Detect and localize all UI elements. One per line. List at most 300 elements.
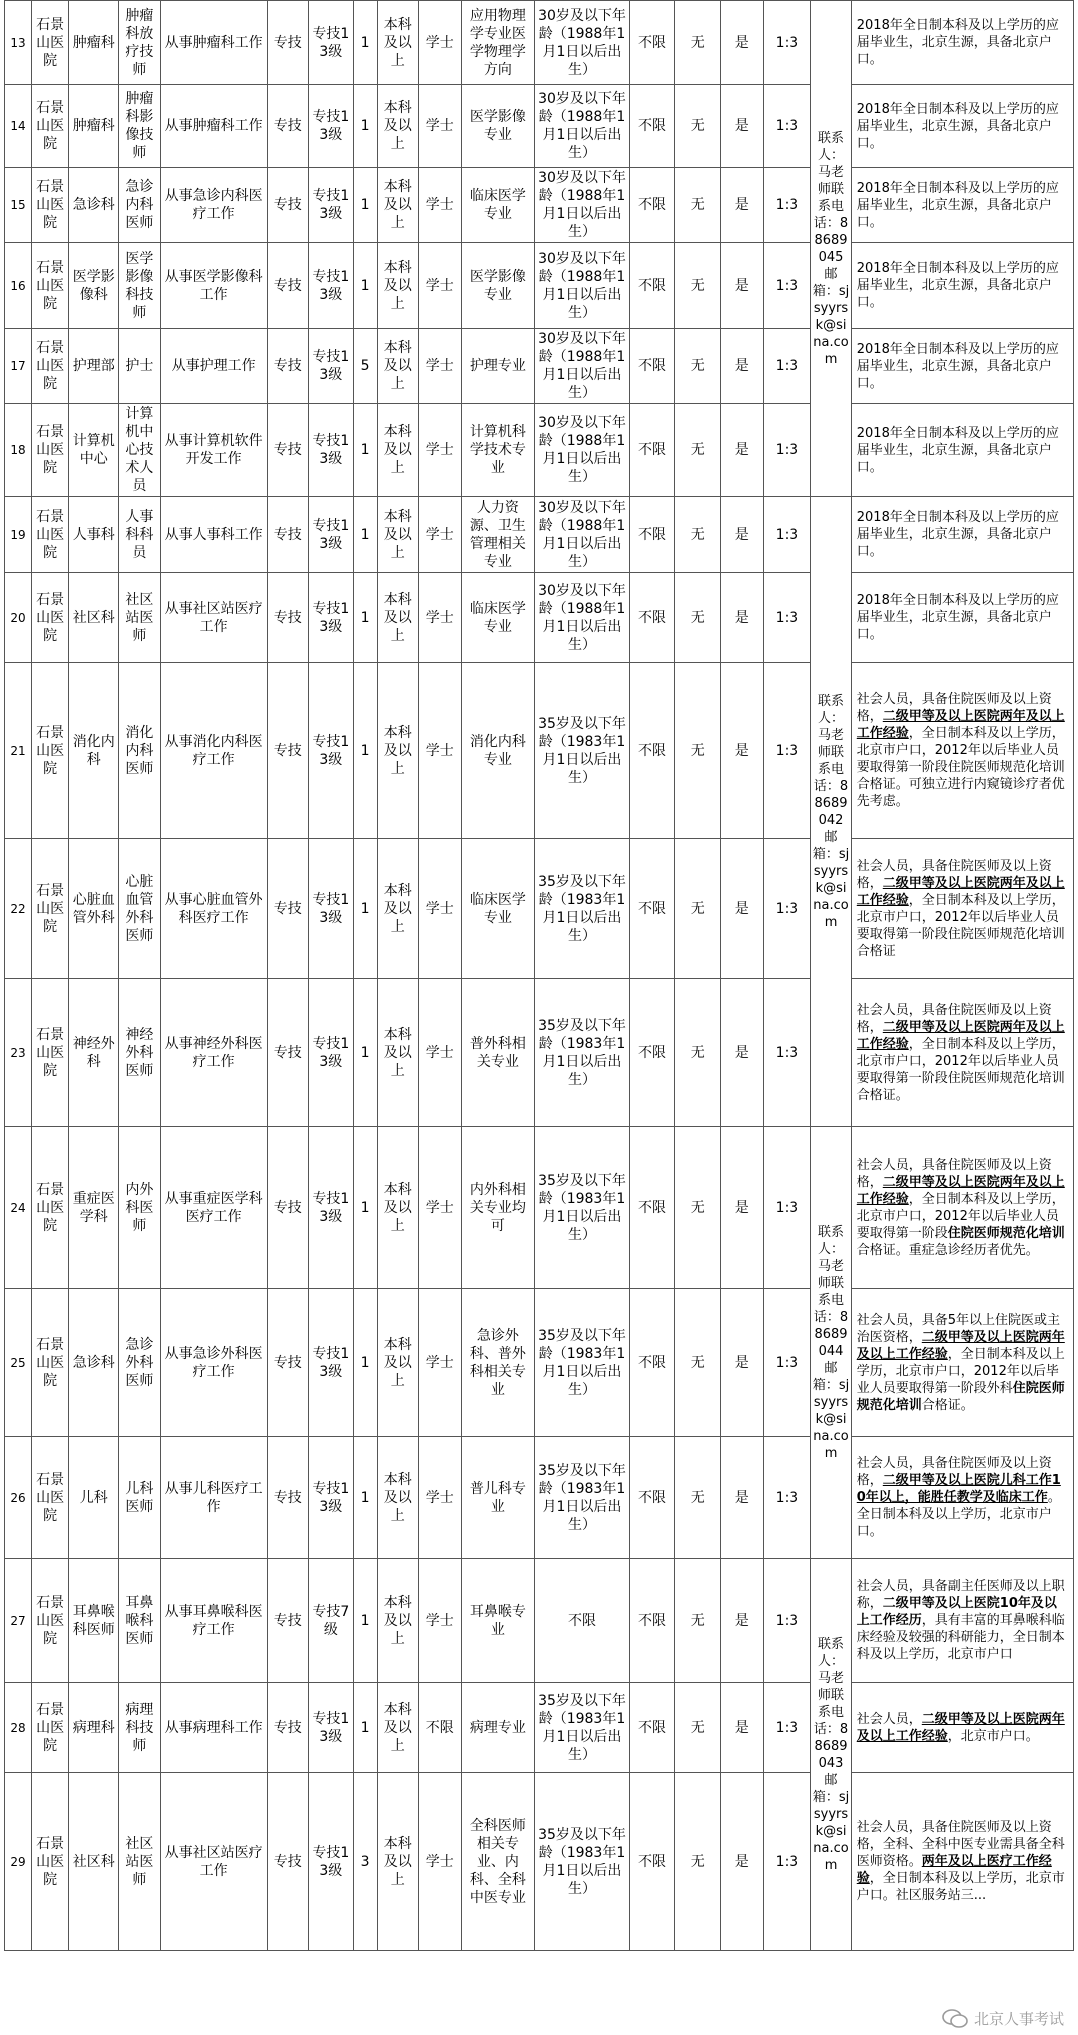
- level-cell: 专技13级: [309, 979, 354, 1127]
- requirement-text: ，具有丰富的耳鼻喉科临床经验及较强的科研能力，全日制本科及以上学历，北京市户口: [856, 1613, 1065, 1662]
- duty-cell: 从事神经外科医疗工作: [160, 979, 267, 1127]
- requirement-text: 2018年全日制本科及以上学历的应届毕业生，北京生源，具备北京户口。: [856, 510, 1059, 559]
- requirement-cell: [851, 1127, 1073, 1289]
- position-cell: 肿瘤科影像技师: [119, 85, 161, 168]
- contact-cell: 联系人：马老师联系电话：88689044邮箱：sjsyyrsk@sina.com: [811, 1127, 851, 1559]
- experience-cell: 无: [675, 329, 721, 404]
- table-body: [5, 1, 1074, 1951]
- employer-cell: 石景山医院: [31, 573, 68, 663]
- experience-cell: 无: [675, 1773, 721, 1951]
- requirement-text: 社会人员，具备副主任医师及以上职称，: [856, 1579, 1065, 1611]
- table-row: [5, 1773, 1074, 1951]
- table-row: [5, 1683, 1074, 1773]
- requirement-cell: [851, 1437, 1073, 1559]
- department-cell: 肿瘤科: [69, 1, 119, 85]
- age-cell: 30岁及以下年龄（1988年1月1日以后出生）: [535, 404, 629, 497]
- requirement-text: ，北京市户口。: [947, 1728, 1039, 1744]
- duty-cell: 从事社区站医疗工作: [160, 573, 267, 663]
- position-cell: 社区站医师: [119, 573, 161, 663]
- requirement-text: 二级甲等及以上医院两年及以上工作经验: [856, 1019, 1065, 1052]
- degree-cell: 学士: [419, 404, 462, 497]
- education-cell: 本科及以上: [377, 839, 419, 979]
- table-row: [5, 329, 1074, 404]
- table-row: [5, 1559, 1074, 1683]
- politics-cell: 不限: [629, 1559, 675, 1683]
- major-cell: 人力资源、卫生管理相关专业: [461, 497, 535, 573]
- age-cell: 35岁及以下年龄（1983年1月1日以后出生）: [535, 1773, 629, 1951]
- table-row: [5, 404, 1074, 497]
- duty-cell: 从事心脏血管外科医疗工作: [160, 839, 267, 979]
- degree-cell: 学士: [419, 243, 462, 329]
- experience-cell: 无: [675, 404, 721, 497]
- requirement-text: 二级甲等及以上医院10年及以上工作经历: [856, 1596, 1057, 1628]
- requirement-text: 社会人员，具备住院医师及以上资格，: [856, 1002, 1052, 1035]
- ratio-cell: 1:3: [763, 168, 811, 243]
- employer-cell: 石景山医院: [31, 404, 68, 497]
- requirement-text: ，全日制本科及以上学历，北京市户口，2012年以后毕业人员要取得第一阶段: [856, 1191, 1065, 1241]
- department-cell: 医学影像科: [69, 243, 119, 329]
- position-cell: 社区站医师: [119, 1773, 161, 1951]
- age-cell: 30岁及以下年龄（1988年1月1日以后出生）: [535, 329, 629, 404]
- education-cell: 本科及以上: [377, 663, 419, 839]
- ratio-cell: 1:3: [763, 573, 811, 663]
- requirement-text: 社会人员，具备住院医师及以上资格，全科、全科中医专业需具备全科医师资格。: [856, 1820, 1065, 1869]
- experience-cell: 无: [675, 1127, 721, 1289]
- employer-cell: 石景山医院: [31, 839, 68, 979]
- row-number: 15: [5, 168, 32, 243]
- watermark: [942, 2008, 1064, 2029]
- politics-cell: 不限: [629, 497, 675, 573]
- row-number: 24: [5, 1127, 32, 1289]
- requirement-cell: [851, 1289, 1073, 1437]
- duty-cell: 从事计算机软件开发工作: [160, 404, 267, 497]
- position-cell: 儿科医师: [119, 1437, 161, 1559]
- position-cell: 肿瘤科放疗技师: [119, 1, 161, 85]
- exam-cell: 是: [721, 573, 764, 663]
- duty-cell: 从事儿科医疗工作: [160, 1437, 267, 1559]
- requirement-text: 社会人员，具备住院医师及以上资格，: [856, 1157, 1052, 1190]
- exam-cell: 是: [721, 839, 764, 979]
- row-number: 25: [5, 1289, 32, 1437]
- headcount-cell: 1: [353, 1559, 377, 1683]
- row-number: 29: [5, 1773, 32, 1951]
- education-cell: 本科及以上: [377, 243, 419, 329]
- politics-cell: 不限: [629, 663, 675, 839]
- ratio-cell: 1:3: [763, 497, 811, 573]
- requirement-text: 二级甲等及以上医院两年及以上工作经验: [856, 1329, 1065, 1362]
- contact-cell: 联系人：马老师联系电话：88689042邮箱：sjsyyrsk@sina.com: [811, 497, 851, 1127]
- requirement-text: 社会人员，具备住院医师及以上资格，: [856, 858, 1052, 891]
- department-cell: 急诊科: [69, 168, 119, 243]
- category-cell: 专技: [267, 168, 309, 243]
- category-cell: 专技: [267, 1, 309, 85]
- requirement-cell: [851, 243, 1073, 329]
- education-cell: 本科及以上: [377, 85, 419, 168]
- headcount-cell: 1: [353, 1, 377, 85]
- exam-cell: 是: [721, 168, 764, 243]
- department-cell: 社区科: [69, 573, 119, 663]
- department-cell: 人事科: [69, 497, 119, 573]
- requirement-text: 2018年全日制本科及以上学历的应届毕业生，北京生源，具备北京户口。: [856, 593, 1059, 642]
- level-cell: 专技13级: [309, 168, 354, 243]
- level-cell: 专技13级: [309, 1289, 354, 1437]
- requirement-text: 。全日制本科及以上学历，北京市户口。: [856, 1490, 1061, 1539]
- major-cell: 病理专业: [461, 1683, 535, 1773]
- requirement-text: 2018年全日制本科及以上学历的应届毕业生，北京生源，具备北京户口。: [856, 341, 1059, 391]
- ratio-cell: 1:3: [763, 243, 811, 329]
- exam-cell: 是: [721, 85, 764, 168]
- ratio-cell: 1:3: [763, 1683, 811, 1773]
- category-cell: 专技: [267, 85, 309, 168]
- table-row: [5, 663, 1074, 839]
- requirement-text: ，全日制本科及以上学历，北京市户口，2012年以后毕业人员要取得第一阶段外科: [856, 1346, 1065, 1396]
- employer-cell: 石景山医院: [31, 1773, 68, 1951]
- degree-cell: 学士: [419, 573, 462, 663]
- requirement-text: 社会人员，: [856, 1711, 922, 1727]
- experience-cell: 无: [675, 168, 721, 243]
- position-cell: 内外科医师: [119, 1127, 161, 1289]
- duty-cell: 从事护理工作: [160, 329, 267, 404]
- watermark-text: 北京人事考试: [973, 2010, 1064, 2028]
- age-cell: 35岁及以下年龄（1983年1月1日以后出生）: [535, 1683, 629, 1773]
- wechat-icon: [942, 2009, 968, 2029]
- age-cell: 不限: [535, 1559, 629, 1683]
- headcount-cell: 1: [353, 979, 377, 1127]
- table-row: [5, 85, 1074, 168]
- department-cell: 护理部: [69, 329, 119, 404]
- category-cell: 专技: [267, 1559, 309, 1683]
- duty-cell: 从事病理科工作: [160, 1683, 267, 1773]
- politics-cell: 不限: [629, 243, 675, 329]
- level-cell: 专技13级: [309, 1683, 354, 1773]
- education-cell: 本科及以上: [377, 168, 419, 243]
- headcount-cell: 1: [353, 404, 377, 497]
- education-cell: 本科及以上: [377, 1127, 419, 1289]
- row-number: 23: [5, 979, 32, 1127]
- department-cell: 耳鼻喉科医师: [69, 1559, 119, 1683]
- row-number: 16: [5, 243, 32, 329]
- duty-cell: 从事肿瘤科工作: [160, 85, 267, 168]
- politics-cell: 不限: [629, 1683, 675, 1773]
- ratio-cell: 1:3: [763, 85, 811, 168]
- level-cell: 专技13级: [309, 1127, 354, 1289]
- ratio-cell: 1:3: [763, 404, 811, 497]
- headcount-cell: 5: [353, 329, 377, 404]
- category-cell: 专技: [267, 1773, 309, 1951]
- requirement-text: 合格证。重症急诊经历者优先。: [856, 1242, 1039, 1258]
- exam-cell: 是: [721, 404, 764, 497]
- position-cell: 耳鼻喉科医师: [119, 1559, 161, 1683]
- politics-cell: 不限: [629, 573, 675, 663]
- level-cell: 专技13级: [309, 497, 354, 573]
- major-cell: 医学影像专业: [461, 85, 535, 168]
- age-cell: 35岁及以下年龄（1983年1月1日以后出生）: [535, 1127, 629, 1289]
- age-cell: 35岁及以下年龄（1983年1月1日以后出生）: [535, 979, 629, 1127]
- position-cell: 神经外科医师: [119, 979, 161, 1127]
- age-cell: 30岁及以下年龄（1988年1月1日以后出生）: [535, 243, 629, 329]
- major-cell: 临床医学专业: [461, 839, 535, 979]
- age-cell: 30岁及以下年龄（1988年1月1日以后出生）: [535, 573, 629, 663]
- contact-cell: 联系人：马老师联系电话：88689043邮箱：sjsyyrsk@sina.com: [811, 1559, 851, 1951]
- requirement-text: 社会人员，具备5年以上住院医或主治医资格，: [856, 1312, 1061, 1345]
- requirement-cell: [851, 573, 1073, 663]
- row-number: 27: [5, 1559, 32, 1683]
- requirement-text: 2018年全日制本科及以上学历的应届毕业生，北京生源，具备北京户口。: [856, 425, 1059, 475]
- requirement-text: ，全日制本科及以上学历，北京市户口，2012年以后毕业人员要取得第一阶段住院医师规范化培训合格证: [856, 892, 1065, 959]
- experience-cell: 无: [675, 497, 721, 573]
- education-cell: 本科及以上: [377, 1, 419, 85]
- exam-cell: 是: [721, 1, 764, 85]
- experience-cell: 无: [675, 1437, 721, 1559]
- major-cell: 普外科相关专业: [461, 979, 535, 1127]
- category-cell: 专技: [267, 329, 309, 404]
- employer-cell: 石景山医院: [31, 1289, 68, 1437]
- employer-cell: 石景山医院: [31, 1437, 68, 1559]
- department-cell: 社区科: [69, 1773, 119, 1951]
- politics-cell: 不限: [629, 1773, 675, 1951]
- requirement-text: 二级甲等及以上医院两年及以上工作经验: [856, 1711, 1065, 1744]
- headcount-cell: 1: [353, 243, 377, 329]
- headcount-cell: 1: [353, 1437, 377, 1559]
- requirement-text: 2018年全日制本科及以上学历的应届毕业生，北京生源，具备北京户口。: [856, 18, 1059, 67]
- education-cell: 本科及以上: [377, 1683, 419, 1773]
- degree-cell: 学士: [419, 329, 462, 404]
- table-row: [5, 497, 1074, 573]
- major-cell: 护理专业: [461, 329, 535, 404]
- requirement-cell: [851, 663, 1073, 839]
- requirement-text: ，全日制本科及以上学历，北京市户口。社区服务站三...: [856, 1871, 1065, 1903]
- employer-cell: 石景山医院: [31, 168, 68, 243]
- ratio-cell: 1:3: [763, 1437, 811, 1559]
- category-cell: 专技: [267, 404, 309, 497]
- politics-cell: 不限: [629, 168, 675, 243]
- requirement-cell: [851, 1773, 1073, 1951]
- exam-cell: 是: [721, 1437, 764, 1559]
- age-cell: 35岁及以下年龄（1983年1月1日以后出生）: [535, 839, 629, 979]
- level-cell: 专技13级: [309, 1773, 354, 1951]
- level-cell: 专技7级: [309, 1559, 354, 1683]
- degree-cell: 学士: [419, 1127, 462, 1289]
- position-cell: 急诊外科医师: [119, 1289, 161, 1437]
- exam-cell: 是: [721, 663, 764, 839]
- requirement-text: 两年及以上医疗工作经验: [856, 1854, 1052, 1886]
- table-row: [5, 1289, 1074, 1437]
- requirement-text: 二级甲等及以上医院两年及以上工作经验: [856, 1174, 1065, 1207]
- age-cell: 30岁及以下年龄（1988年1月1日以后出生）: [535, 168, 629, 243]
- duty-cell: 从事急诊内科医疗工作: [160, 168, 267, 243]
- position-cell: 计算机中心技术人员: [119, 404, 161, 497]
- requirement-cell: [851, 168, 1073, 243]
- major-cell: 内外科相关专业均可: [461, 1127, 535, 1289]
- category-cell: 专技: [267, 1127, 309, 1289]
- department-cell: 神经外科: [69, 979, 119, 1127]
- headcount-cell: 1: [353, 663, 377, 839]
- employer-cell: 石景山医院: [31, 243, 68, 329]
- major-cell: 医学影像专业: [461, 243, 535, 329]
- category-cell: 专技: [267, 663, 309, 839]
- ratio-cell: 1:3: [763, 1559, 811, 1683]
- degree-cell: 学士: [419, 1289, 462, 1437]
- table-row: [5, 1437, 1074, 1559]
- degree-cell: 学士: [419, 85, 462, 168]
- ratio-cell: 1:3: [763, 839, 811, 979]
- politics-cell: 不限: [629, 1127, 675, 1289]
- position-cell: 急诊内科医师: [119, 168, 161, 243]
- politics-cell: 不限: [629, 1437, 675, 1559]
- position-cell: 护士: [119, 329, 161, 404]
- category-cell: 专技: [267, 1289, 309, 1437]
- category-cell: 专技: [267, 839, 309, 979]
- employer-cell: 石景山医院: [31, 663, 68, 839]
- politics-cell: 不限: [629, 1289, 675, 1437]
- recruitment-table: [4, 0, 1074, 1951]
- level-cell: 专技13级: [309, 1, 354, 85]
- age-cell: 35岁及以下年龄（1983年1月1日以后出生）: [535, 1437, 629, 1559]
- education-cell: 本科及以上: [377, 497, 419, 573]
- major-cell: 普儿科专业: [461, 1437, 535, 1559]
- age-cell: 35岁及以下年龄（1983年1月1日以后出生）: [535, 663, 629, 839]
- degree-cell: 不限: [419, 1683, 462, 1773]
- politics-cell: 不限: [629, 85, 675, 168]
- education-cell: 本科及以上: [377, 1289, 419, 1437]
- category-cell: 专技: [267, 573, 309, 663]
- position-cell: 病理科技师: [119, 1683, 161, 1773]
- department-cell: 计算机中心: [69, 404, 119, 497]
- major-cell: 临床医学专业: [461, 573, 535, 663]
- experience-cell: 无: [675, 1559, 721, 1683]
- experience-cell: 无: [675, 663, 721, 839]
- department-cell: 急诊科: [69, 1289, 119, 1437]
- degree-cell: 学士: [419, 497, 462, 573]
- exam-cell: 是: [721, 1559, 764, 1683]
- experience-cell: 无: [675, 979, 721, 1127]
- requirement-cell: [851, 839, 1073, 979]
- row-number: 19: [5, 497, 32, 573]
- ratio-cell: 1:3: [763, 1289, 811, 1437]
- category-cell: 专技: [267, 1683, 309, 1773]
- requirement-cell: [851, 979, 1073, 1127]
- row-number: 14: [5, 85, 32, 168]
- duty-cell: 从事医学影像科工作: [160, 243, 267, 329]
- experience-cell: 无: [675, 573, 721, 663]
- position-cell: 人事科科员: [119, 497, 161, 573]
- category-cell: 专技: [267, 979, 309, 1127]
- ratio-cell: 1:3: [763, 1127, 811, 1289]
- age-cell: 30岁及以下年龄（1988年1月1日以后出生）: [535, 1, 629, 85]
- level-cell: 专技13级: [309, 573, 354, 663]
- experience-cell: 无: [675, 243, 721, 329]
- requirement-text: 二级甲等及以上医院儿科工作10年以上，能胜任教学及临床工作: [856, 1473, 1061, 1505]
- experience-cell: 无: [675, 1, 721, 85]
- ratio-cell: 1:3: [763, 663, 811, 839]
- degree-cell: 学士: [419, 1, 462, 85]
- employer-cell: 石景山医院: [31, 979, 68, 1127]
- table-row: [5, 1127, 1074, 1289]
- employer-cell: 石景山医院: [31, 329, 68, 404]
- exam-cell: 是: [721, 1683, 764, 1773]
- experience-cell: 无: [675, 85, 721, 168]
- experience-cell: 无: [675, 839, 721, 979]
- major-cell: 全科医师相关专业、内科、全科中医专业: [461, 1773, 535, 1951]
- duty-cell: 从事急诊外科医疗工作: [160, 1289, 267, 1437]
- row-number: 13: [5, 1, 32, 85]
- degree-cell: 学士: [419, 663, 462, 839]
- department-cell: 心脏血管外科: [69, 839, 119, 979]
- requirement-text: 二级甲等及以上医院两年及以上工作经验: [856, 875, 1065, 908]
- table-row: [5, 573, 1074, 663]
- politics-cell: 不限: [629, 404, 675, 497]
- degree-cell: 学士: [419, 1437, 462, 1559]
- requirement-text: 二级甲等及以上医院两年及以上工作经验: [856, 709, 1065, 741]
- level-cell: 专技13级: [309, 404, 354, 497]
- row-number: 17: [5, 329, 32, 404]
- row-number: 18: [5, 404, 32, 497]
- requirement-cell: [851, 404, 1073, 497]
- age-cell: 30岁及以下年龄（1988年1月1日以后出生）: [535, 85, 629, 168]
- requirement-text: 2018年全日制本科及以上学历的应届毕业生，北京生源，具备北京户口。: [856, 101, 1059, 151]
- headcount-cell: 1: [353, 573, 377, 663]
- duty-cell: 从事耳鼻喉科医疗工作: [160, 1559, 267, 1683]
- degree-cell: 学士: [419, 168, 462, 243]
- ratio-cell: 1:3: [763, 979, 811, 1127]
- headcount-cell: 1: [353, 168, 377, 243]
- requirement-text: 住院医师规范化培训: [947, 1225, 1065, 1241]
- degree-cell: 学士: [419, 979, 462, 1127]
- position-cell: 医学影像科技师: [119, 243, 161, 329]
- politics-cell: 不限: [629, 839, 675, 979]
- headcount-cell: 1: [353, 1127, 377, 1289]
- experience-cell: 无: [675, 1289, 721, 1437]
- level-cell: 专技13级: [309, 1437, 354, 1559]
- employer-cell: 石景山医院: [31, 497, 68, 573]
- ratio-cell: 1:3: [763, 1, 811, 85]
- department-cell: 病理科: [69, 1683, 119, 1773]
- education-cell: 本科及以上: [377, 979, 419, 1127]
- row-number: 26: [5, 1437, 32, 1559]
- degree-cell: 学士: [419, 839, 462, 979]
- table-row: [5, 168, 1074, 243]
- duty-cell: 从事社区站医疗工作: [160, 1773, 267, 1951]
- exam-cell: 是: [721, 1127, 764, 1289]
- requirement-text: 合格证。: [921, 1397, 974, 1413]
- position-cell: 消化内科医师: [119, 663, 161, 839]
- age-cell: 30岁及以下年龄（1988年1月1日以后出生）: [535, 497, 629, 573]
- education-cell: 本科及以上: [377, 404, 419, 497]
- education-cell: 本科及以上: [377, 1773, 419, 1951]
- level-cell: 专技13级: [309, 839, 354, 979]
- employer-cell: 石景山医院: [31, 85, 68, 168]
- degree-cell: 学士: [419, 1773, 462, 1951]
- duty-cell: 从事重症医学科医疗工作: [160, 1127, 267, 1289]
- ratio-cell: 1:3: [763, 1773, 811, 1951]
- exam-cell: 是: [721, 497, 764, 573]
- major-cell: 计算机科学技术专业: [461, 404, 535, 497]
- duty-cell: 从事消化内科医疗工作: [160, 663, 267, 839]
- level-cell: 专技13级: [309, 663, 354, 839]
- level-cell: 专技13级: [309, 243, 354, 329]
- category-cell: 专技: [267, 243, 309, 329]
- education-cell: 本科及以上: [377, 329, 419, 404]
- table-row: [5, 243, 1074, 329]
- education-cell: 本科及以上: [377, 573, 419, 663]
- requirement-text: 2018年全日制本科及以上学历的应届毕业生，北京生源，具备北京户口。: [856, 261, 1059, 310]
- row-number: 21: [5, 663, 32, 839]
- row-number: 22: [5, 839, 32, 979]
- requirement-text: 社会人员，具备住院医师及以上资格，: [856, 1456, 1052, 1488]
- level-cell: 专技13级: [309, 85, 354, 168]
- education-cell: 本科及以上: [377, 1437, 419, 1559]
- requirement-cell: [851, 1559, 1073, 1683]
